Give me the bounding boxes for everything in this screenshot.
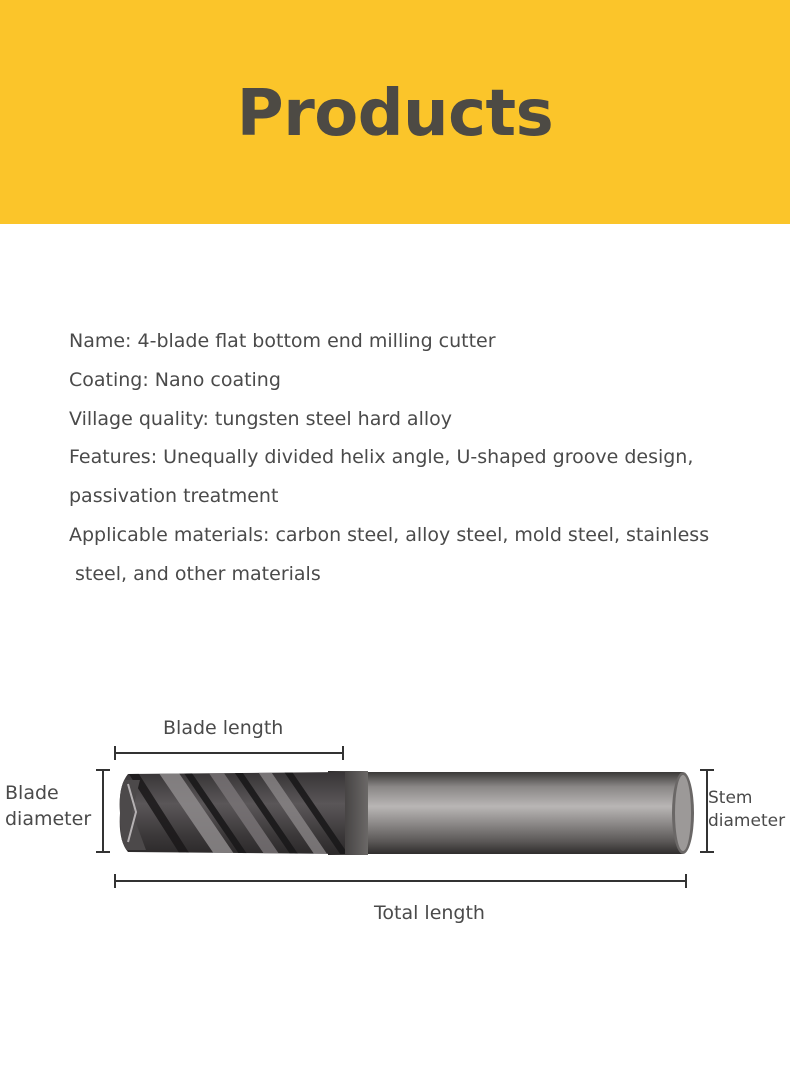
tool-shank xyxy=(345,772,694,854)
blade-diameter-label-line-1: Blade xyxy=(5,782,59,804)
tool-flutes xyxy=(110,760,359,870)
spec-coating: Coating: Nano coating xyxy=(69,368,281,391)
spec-material-quality: Village quality: tungsten steel hard alloy xyxy=(69,407,452,430)
header-banner xyxy=(0,0,790,224)
spec-features-continued: passivation treatment xyxy=(69,485,279,508)
blade-diameter-label xyxy=(5,780,91,832)
page-title: Products xyxy=(236,77,554,151)
blade-diameter-label-line-2: diameter xyxy=(5,808,92,830)
product-specs xyxy=(69,322,769,594)
stem-diameter-label-line-1: Stem xyxy=(708,788,753,808)
total-length-label: Total length xyxy=(374,902,485,924)
spec-features: Features: Unequally divided helix angle, U-shaped groove design, xyxy=(69,446,694,469)
spec-applicable-materials-continued: steel, and other materials xyxy=(75,562,321,585)
spec-applicable-materials: Applicable materials: carbon steel, alloy steel, mold steel, stainless xyxy=(69,523,710,546)
spec-name: Name: 4-blade flat bottom end milling cutter xyxy=(69,330,496,352)
blade-length-label: Blade length xyxy=(163,717,284,739)
dimension-diagram xyxy=(0,700,790,960)
stem-diameter-label xyxy=(708,787,785,833)
stem-diameter-label-line-2: diameter xyxy=(708,811,786,831)
